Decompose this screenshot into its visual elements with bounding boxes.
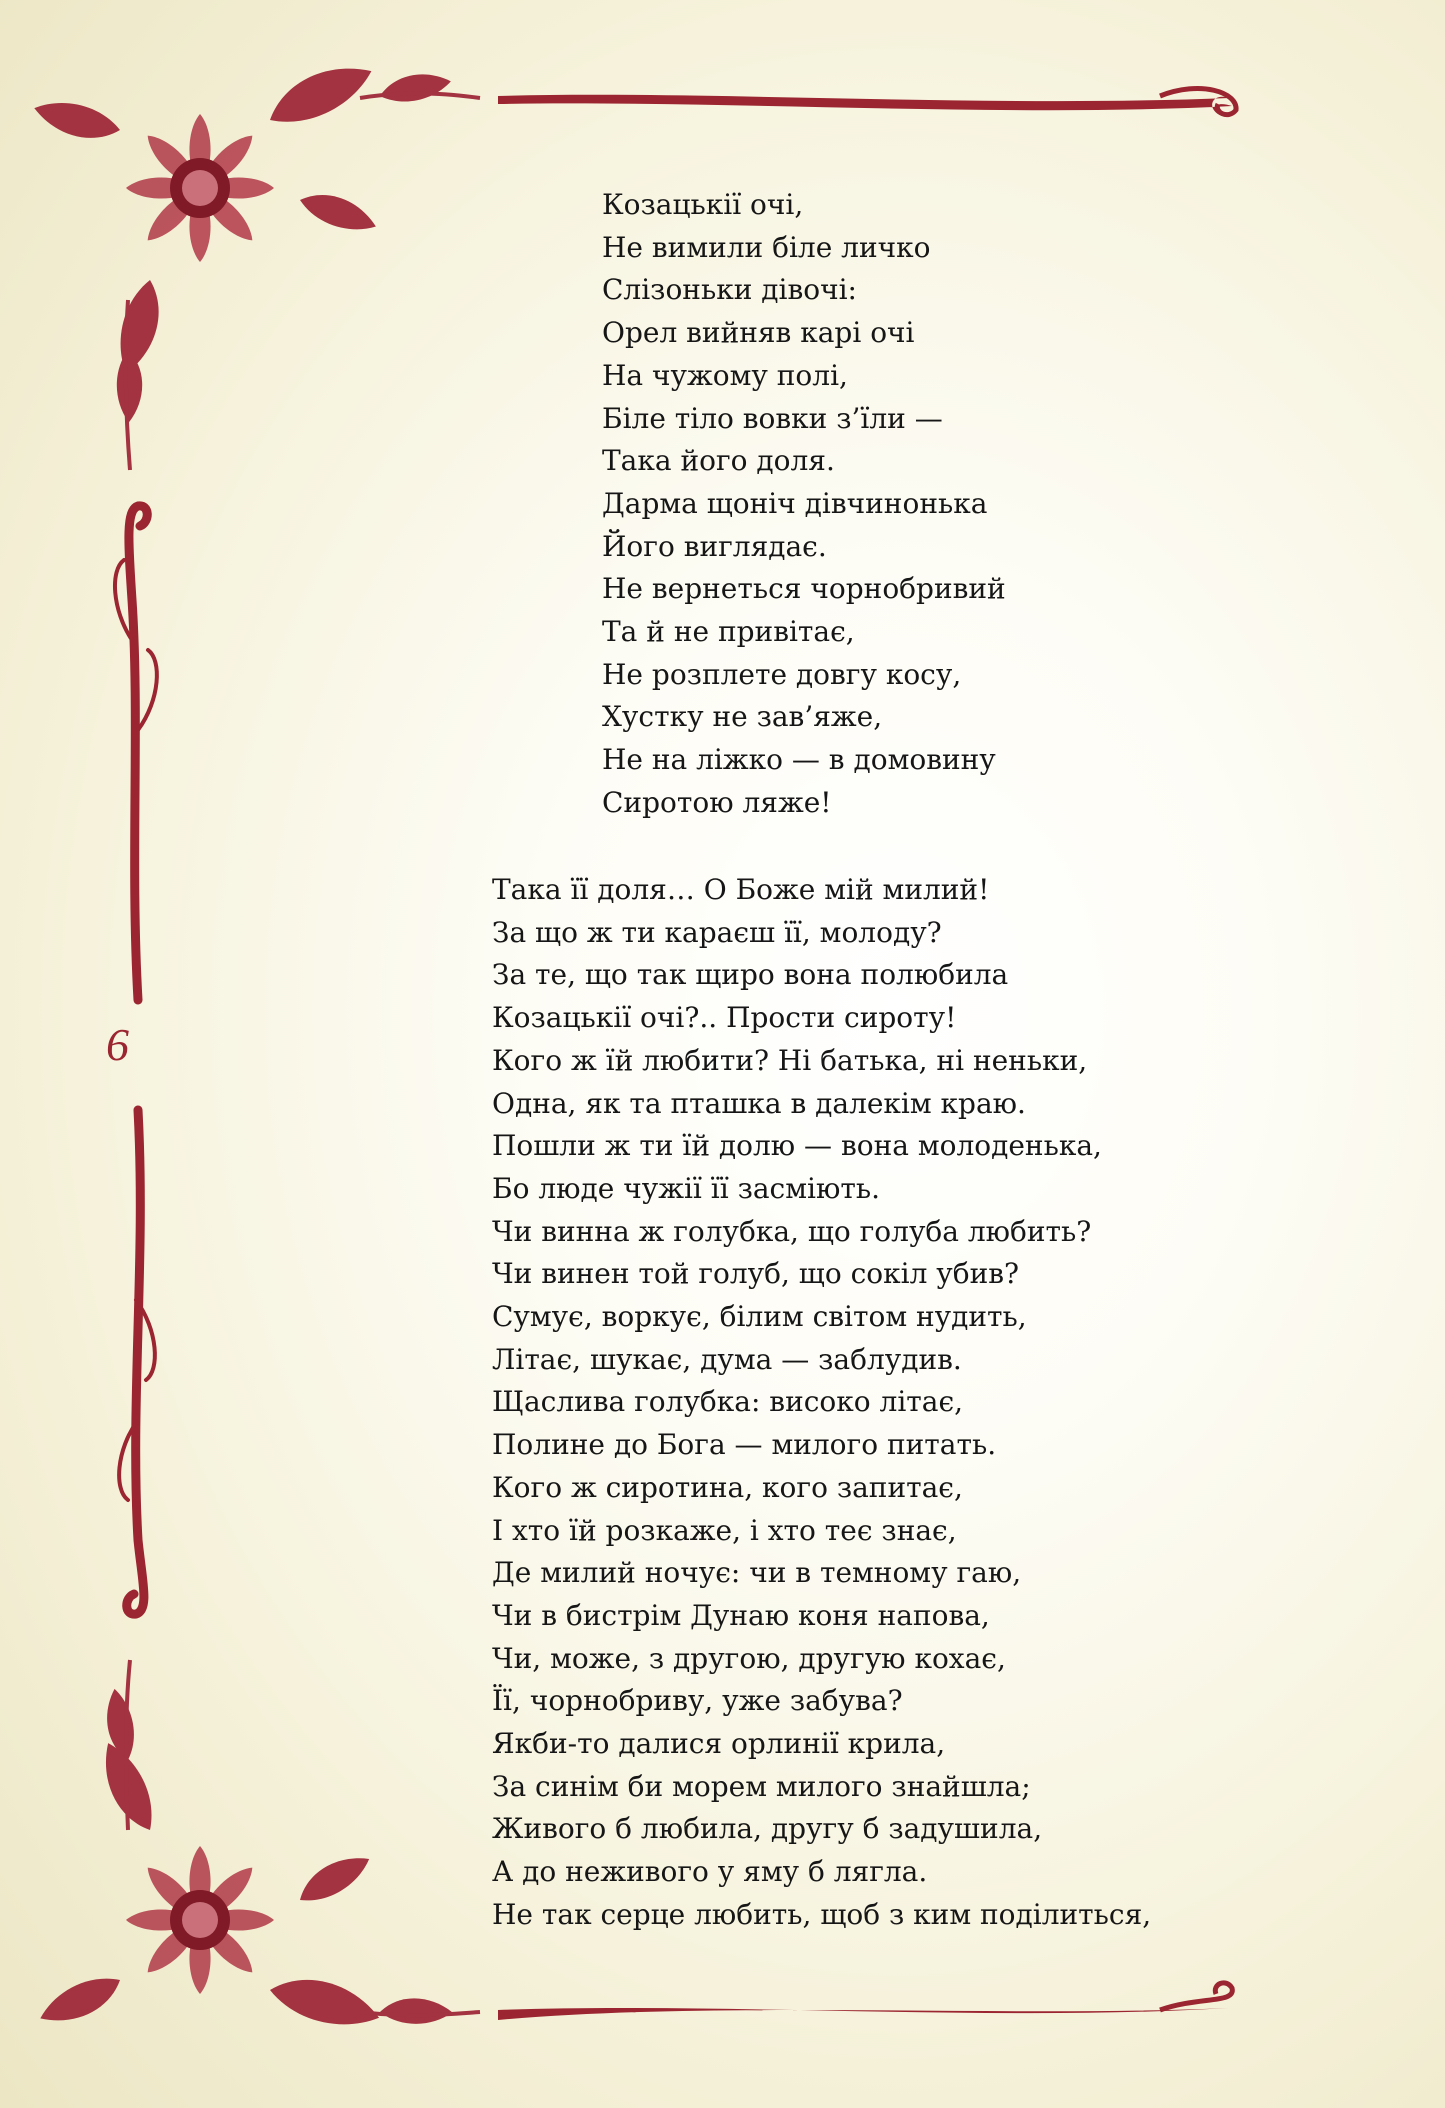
- poem-line: І хто їй розкаже, і хто теє знає,: [492, 1513, 957, 1547]
- bottom-left-floral-corner: [34, 1660, 480, 2041]
- poem-line: Чи винна ж голубка, що голуба любить?: [492, 1214, 1092, 1248]
- poem-line: Чи в бистрім Дунаю коня напова,: [492, 1598, 990, 1632]
- poem-line: Де милий ночує: чи в темному гаю,: [492, 1556, 1022, 1590]
- poem-line: Живого б любила, другу б задушила,: [492, 1812, 1043, 1846]
- poem-line: Козацькії очі,: [602, 188, 804, 221]
- poem-line: Одна, як та пташка в далекім краю.: [492, 1086, 1026, 1120]
- top-flourish: [498, 89, 1236, 116]
- poem-line: Кого ж їй любити? Ні батька, ні неньки,: [492, 1043, 1088, 1077]
- poem-line: За синім би морем милого знайшла;: [492, 1769, 1031, 1803]
- poem-stanza-1: [602, 184, 1006, 825]
- top-left-floral-corner: [30, 56, 480, 470]
- poem-line: Не розплете довгу косу,: [602, 657, 962, 691]
- poem-line: А до неживого у яму б лягла.: [492, 1855, 928, 1889]
- poem-line: За що ж ти караєш її, молоду?: [492, 915, 942, 949]
- poem-line: Бо люде чужії її засміють.: [492, 1171, 880, 1205]
- poem-line: Козацькії очі?.. Прости сироту!: [492, 1001, 957, 1035]
- poem-line: Біле тіло вовки з’їли —: [602, 401, 943, 435]
- poem-line: Сиротою ляже!: [602, 785, 832, 819]
- poem-line: Не так серце любить, щоб з ким поділиться,: [492, 1897, 1152, 1931]
- poem-line: Не вернеться чорнобривий: [602, 572, 1006, 606]
- poem-line: Хустку не зав’яже,: [602, 700, 883, 734]
- poem-line: Слізоньки дівочі:: [602, 273, 857, 307]
- poem-line: За те, що так щиро вона полюбила: [492, 958, 1009, 992]
- poem-line: На чужому полі,: [602, 358, 848, 392]
- left-flourish-lower: [119, 1110, 155, 1614]
- poem-line: Не на ліжко — в домовину: [602, 743, 996, 777]
- poem-line: Та й не привітає,: [602, 615, 855, 649]
- poem-line: Сумує, воркує, білим світом нудить,: [492, 1300, 1027, 1334]
- poem-line: Літає, шукає, дума — заблудив.: [492, 1342, 962, 1376]
- poem-line: Його виглядає.: [602, 529, 827, 563]
- poem-line: Дарма щоніч дівчинонька: [602, 486, 988, 520]
- poem-line: Орел вийняв карі очі: [602, 316, 915, 350]
- poem-stanza-2: [492, 869, 1151, 1937]
- poem-line: Чи винен той голуб, що сокіл убив?: [492, 1257, 1020, 1291]
- poem-line: Якби-то далися орлинії крила,: [492, 1727, 946, 1761]
- left-flourish-upper: [115, 506, 157, 1000]
- poem-line: Кого ж сиротина, кого запитає,: [492, 1470, 963, 1504]
- poem-line: Така її доля… О Боже мій милий!: [492, 873, 990, 906]
- poem-line: Полине до Бога — милого питать.: [492, 1428, 997, 1462]
- poem-line: Її, чорнобриву, уже забува?: [492, 1684, 903, 1718]
- poem-line: Пошли ж ти їй долю — вона молоденька,: [492, 1129, 1102, 1163]
- bottom-flourish: [498, 1983, 1232, 2020]
- poem-line: Така його доля.: [602, 444, 835, 478]
- page-number: 6: [106, 1019, 129, 1070]
- poem-line: Щаслива голубка: високо літає,: [492, 1385, 964, 1419]
- poem-line: Не вимили біле личко: [602, 230, 931, 264]
- poem-line: Чи, може, з другою, другую кохає,: [492, 1641, 1006, 1675]
